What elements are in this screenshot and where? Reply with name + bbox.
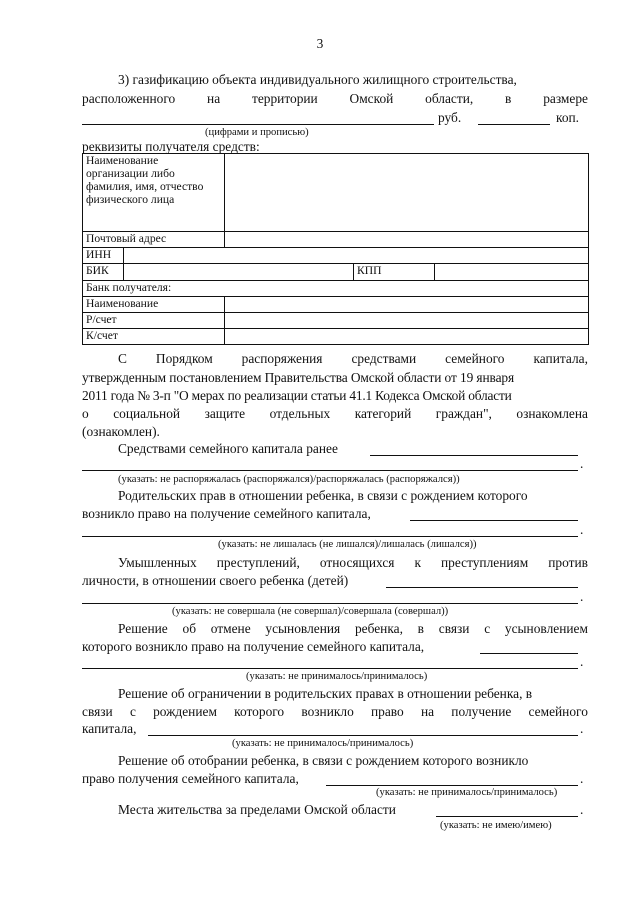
q2-line-2: возникло право на получение семейного капитала, [82,506,371,521]
amount-blank[interactable] [82,124,434,125]
table-row [83,154,589,232]
q1-text: Средствами семейного капитала ранее [118,441,338,456]
q5-line-2 [82,704,588,720]
word: относящихся [319,555,395,570]
word: ребенка, [354,621,403,636]
kpp-label: КПП [354,264,435,281]
table-row [83,329,589,345]
word: получение [451,704,512,719]
q5-hint: (указать: не принималось/принималось) [232,738,414,749]
ks-value[interactable] [225,329,589,345]
q3-blank-2[interactable] [82,603,578,604]
table-row [83,297,589,313]
period: . [580,522,584,537]
q3-hint: (указать: не совершала (не совершал)/совершала (совершал)) [172,606,449,617]
period: . [580,802,584,817]
q2-blank-2[interactable] [82,536,578,537]
word: граждан", [435,406,492,421]
order-line-1 [118,351,588,367]
inn-label: ИНН [83,248,124,264]
word: об [182,621,197,636]
q4-blank-1[interactable] [480,653,578,654]
word: усыновлением [504,621,588,636]
inn-value[interactable] [124,248,589,264]
bank-name-value[interactable] [225,297,589,313]
word: преступлений, [216,555,300,570]
word: рождением [153,704,217,719]
q4-blank-2[interactable] [82,668,578,669]
word: семейного [528,704,588,719]
word: о [82,406,89,421]
word: Порядком [155,351,213,366]
rub-label: руб. [438,110,462,125]
word: средствами [351,351,417,366]
rs-label: Р/счет [83,313,225,329]
q4-hint: (указать: не принималось/принималось) [246,671,428,682]
kop-blank[interactable] [478,124,550,125]
table-row [83,248,589,264]
word: усыновления [265,621,341,636]
word: размере [543,91,588,106]
word: право [371,704,404,719]
word: семейного [445,351,505,366]
postal-label: Почтовый адрес [83,232,225,248]
kop-label: коп. [556,110,580,125]
word: против [548,555,588,570]
q5-line-3: капитала, [82,721,137,736]
q4-line-2: которого возникло право на получение семейного капитала, [82,639,425,654]
q5-blank[interactable] [148,735,578,736]
word: на [207,91,221,106]
word: территории [251,91,318,106]
word: в [417,621,424,636]
bik-label: БИК [83,264,124,281]
gas-line-1: 3) газификацию объекта индивидуального жилищного строительства, [118,72,517,87]
q2-line-1: Родительских прав в отношении ребенка, в связи с рождением которого [118,488,528,503]
bank-label: Банк получателя: [83,281,589,297]
org-name-label: Наименование организации либо фамилия, имя, отчество физического лица [83,154,225,232]
q7-hint: (указать: не имею/имею) [440,820,552,831]
q4-line-1 [118,621,588,637]
word: в [505,91,512,106]
q1-blank-2[interactable] [82,470,578,471]
period: . [580,654,584,669]
word: защите [204,406,246,421]
period: . [580,589,584,604]
order-line-4 [82,406,588,422]
q7-blank[interactable] [436,816,578,817]
word: ознакомлена [516,406,588,421]
word: Умышленных [118,555,197,570]
word: С [118,351,127,366]
q2-blank-1[interactable] [410,520,578,521]
word: расположенного [82,91,176,106]
word: на [420,704,435,719]
order-line-3: 2011 года № 3-п "О мерах по реализации статьи 41.1 Кодекса Омской области [82,388,512,403]
word: связи [438,621,470,636]
word: области, [425,91,474,106]
period: . [580,456,584,471]
word: распоряжения [241,351,323,366]
gas-line-2 [82,91,588,107]
q3-blank-1[interactable] [386,587,578,588]
bik-value[interactable] [124,264,354,281]
order-line-5: (ознакомлен). [82,424,160,439]
requisites-table [82,153,589,345]
word: капитала, [533,351,588,366]
word: отмене [210,621,251,636]
q6-line-1: Решение об отобрании ребенка, в связи с рождением которого возникло [118,753,529,768]
word: Решение [118,621,168,636]
kpp-value[interactable] [435,264,589,281]
word: возникло [301,704,354,719]
q7-text: Места жительства за пределами Омской области [118,802,396,817]
page-number: 3 [316,36,324,51]
word: социальной [113,406,181,421]
word: которого [234,704,285,719]
q1-hint: (указать: не распоряжалась (распоряжался)/распоряжалась (распоряжался)) [118,474,460,485]
q3-line-2: личности, в отношении своего ребенка (детей) [82,573,349,588]
word: отдельных [269,406,331,421]
table-row [83,313,589,329]
word: с [129,704,136,719]
rs-value[interactable] [225,313,589,329]
org-name-value[interactable] [225,154,589,232]
postal-value[interactable] [225,232,589,248]
period: . [580,771,584,786]
word: связи [82,704,113,719]
word: категорий [354,406,412,421]
q1-blank-1[interactable] [370,455,578,456]
q6-hint: (указать: не принималось/принималось) [376,787,558,798]
word: с [484,621,491,636]
table-row [83,281,589,297]
amount-hint: (цифрами и прописью) [205,127,309,138]
word: к [414,555,421,570]
table-row [83,264,589,281]
q2-hint: (указать: не лишалась (не лишался)/лишалась (лишался)) [218,539,477,550]
requisites-label: реквизиты получателя средств: [82,139,260,154]
table-row [83,232,589,248]
order-line-2: утвержденным постановлением Правительства Омской области от 19 января [82,370,515,385]
ks-label: К/счет [83,329,225,345]
period: . [580,721,584,736]
q6-line-2: право получения семейного капитала, [82,771,299,786]
q3-line-1 [118,555,588,571]
word: преступлениям [440,555,529,570]
bank-name-label: Наименование [83,297,225,313]
word: Омской [349,91,394,106]
q5-line-1: Решение об ограничении в родительских правах в отношении ребенка, в [118,686,533,701]
q6-blank[interactable] [326,785,578,786]
